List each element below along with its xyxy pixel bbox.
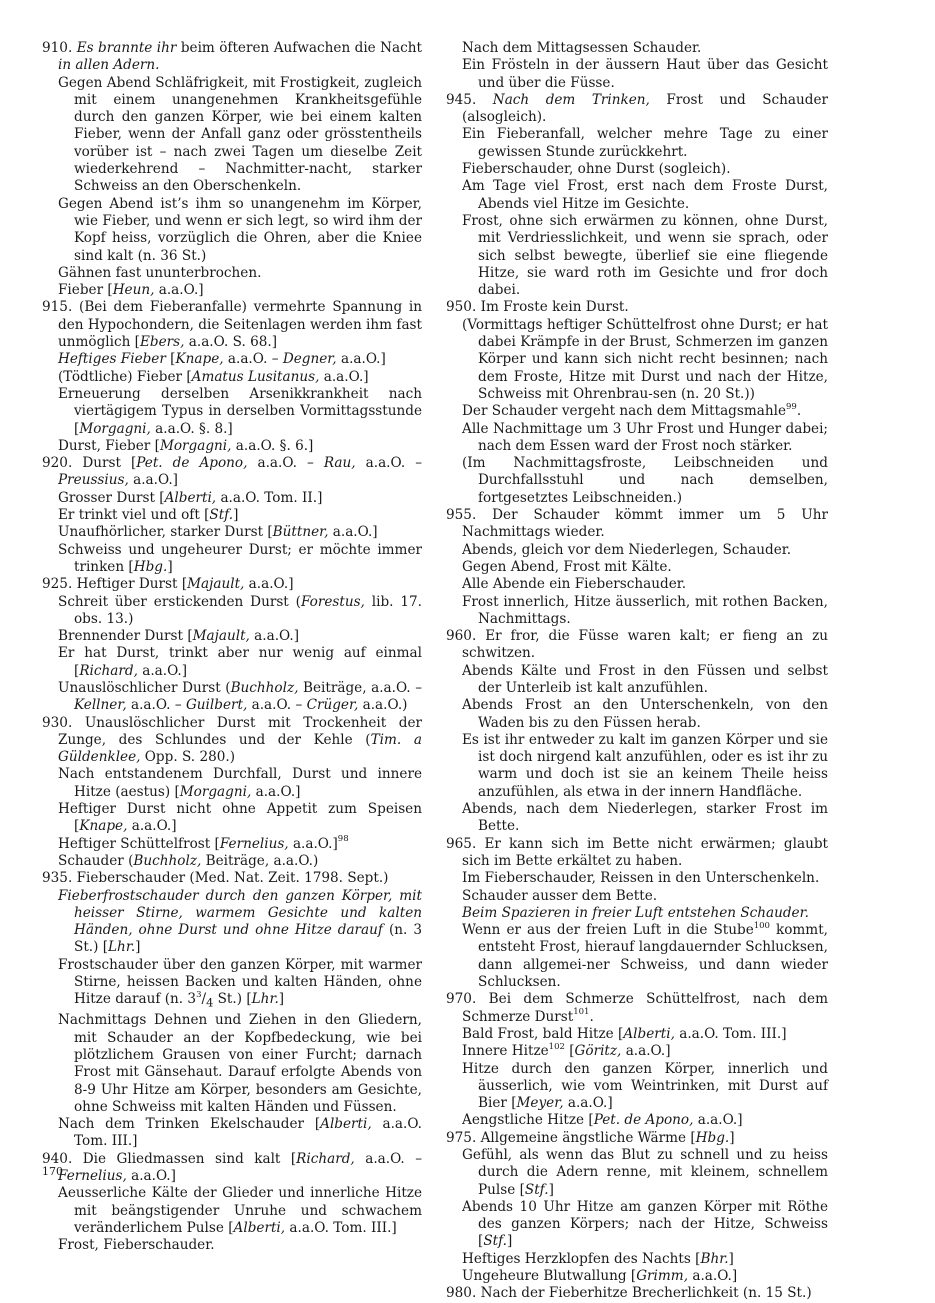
entry-text: a.a.O.]	[563, 1095, 613, 1112]
entry-text: Der Schauder vergeht nach dem Mittagsmahle	[462, 403, 786, 420]
entry-text: Gegen Abend ist’s ihm so unangenehm im Körper, wie Fieber, und wenn er sich legt, so wird ihm der Kopf heiss, vorzüglich die Ohren, aber die Kniee sind kalt (n. 36 St.)	[58, 195, 422, 264]
entry	[446, 178, 828, 213]
entry-text: Ungeheure Blutwallung [	[462, 1268, 637, 1285]
entry	[446, 888, 828, 905]
entry-text: a.a.O.]	[693, 1112, 743, 1129]
entry	[446, 317, 828, 403]
entry	[42, 490, 422, 507]
entry-text: Nach der Fieberhitze Brecherlichkeit (n. 15 St.)	[480, 1285, 812, 1302]
numbered-entry	[42, 870, 422, 887]
entry-text: (Tödtliche) Fieber [	[58, 368, 192, 385]
entry	[446, 801, 828, 836]
numbered-entry	[42, 576, 422, 593]
entry-text: Stf.	[524, 1181, 549, 1198]
entry-text: a.a.O.]	[251, 783, 301, 800]
entry-text: Majault,	[192, 628, 250, 645]
footnote-marker: 3	[196, 989, 202, 1000]
entry	[446, 1043, 828, 1060]
entry	[446, 559, 828, 576]
entry-text: a.a.O. Tom. III.]	[74, 1116, 422, 1150]
entry-text: Innere Hitze	[462, 1043, 549, 1060]
numbered-entry	[446, 507, 828, 542]
footnote-marker: 98	[337, 834, 349, 845]
numbered-entry	[446, 836, 828, 871]
entry	[42, 645, 422, 680]
entry-text: a.a.O.]	[328, 524, 378, 541]
entry	[42, 351, 422, 368]
entry-text: a.a.O.]	[244, 576, 294, 593]
entry	[42, 628, 422, 645]
entry	[446, 126, 828, 161]
entry-text: Im Fieberschauder, Reissen in den Unterschenkeln.	[462, 870, 820, 887]
entry-text: Büttner,	[272, 524, 329, 541]
entry-text: Abends 10 Uhr Hitze am ganzen Körper mit Röthe des ganzen Körpers; nach der Hitze, Schweiss [	[462, 1198, 828, 1250]
entry-text: Nach dem Trinken Ekelschauder [	[58, 1116, 321, 1133]
entry-text: a.a.O.]	[319, 368, 369, 385]
entry-text: Pet. de Apono,	[136, 455, 248, 472]
entry-text: Bei dem Schmerze Schüttelfrost, nach dem Schmerze Durst	[462, 991, 828, 1025]
entry-text: Preussius,	[58, 472, 129, 489]
entry	[446, 421, 828, 456]
entry-text: Unaufhörlicher, starker Durst [	[58, 524, 273, 541]
entry-text: Degner,	[282, 351, 337, 368]
entry-text: Alberti,	[164, 489, 217, 506]
entry-text: Am Tage viel Frost, erst nach dem Froste Durst, Abends viel Hitze im Gesichte.	[462, 178, 828, 212]
entry	[42, 524, 422, 541]
entry-text: ]	[278, 991, 285, 1008]
entry-number: 960.	[446, 628, 486, 645]
entry-number: 970.	[446, 991, 489, 1008]
entry-text: Im Froste kein Durst.	[480, 299, 629, 316]
entry-text: Heftiges Herzklopfen des Nachts [	[462, 1250, 701, 1267]
entry-text: ]	[167, 558, 173, 575]
entry	[446, 1199, 828, 1251]
entry-text: Abends, gleich vor dem Niederlegen, Schauder.	[462, 541, 792, 558]
entry	[446, 697, 828, 732]
entry-text: [	[165, 351, 176, 368]
footnote-marker: 100	[753, 920, 770, 931]
entry-text: Grosser Durst [	[58, 489, 165, 506]
entry	[42, 282, 422, 299]
footnote-marker: 99	[786, 401, 797, 412]
entry-text: (Vormittags heftiger Schüttelfrost ohne Durst; er hat dabei Krämpfe in der Brust, Schmerzen im ganzen Körper und kann sich nicht recht besinnen; nach dem Froste, Hitze mit Durst und nach der Hitze, Schweiss mit Ohrenbrau-sen (n. 20 St.))	[462, 316, 828, 402]
entry	[42, 801, 422, 836]
entry-text: (Im Nachmittagsfroste, Leibschneiden und Durchfallsstuhl und nach demselben, fortgesetztes Leibschneiden.)	[462, 455, 828, 506]
entry	[446, 1061, 828, 1113]
entry	[42, 386, 422, 438]
entry-number: 925.	[42, 576, 77, 593]
entry-text: a.a.O. –	[126, 697, 186, 714]
entry-text: Richard,	[296, 1150, 355, 1167]
entry-text: Gegen Abend Schläfrigkeit, mit Frostigkeit, zugleich mit einem unangenehmen Krankheitsgefühle durch den ganzen Körper, wie bei einem kalten Fieber, wenn der Anfall ganz oder grösstentheils vorüber ist – nach zwei Tagen um dieselbe Zeit wiederkehrend – Nachmitter-nacht, starker Schweiss an den Oberschenkeln.	[58, 74, 422, 195]
entry	[446, 542, 828, 559]
entry-text: a.a.O.]	[288, 835, 338, 852]
entry-text: Unauslöschlicher Durst mit Trockenheit der Zunge, des Schlundes und der Kehle (	[58, 714, 423, 748]
entry-text: Fieber [	[58, 282, 113, 299]
entry-text: Beiträge, a.a.O.)	[201, 852, 319, 869]
entry-text: Frostschauder über den ganzen Körper, mit warmer Stirne, heissen Backen und kalten Händen, ohne Hitze darauf (n. 3	[58, 956, 422, 1008]
entry	[42, 75, 422, 196]
entry-text: Bhr.	[700, 1250, 729, 1267]
numbered-entry	[446, 299, 828, 316]
entry-text: Abends Kälte und Frost in den Füssen und selbst der Unterleib ist kalt anzufühlen.	[462, 662, 828, 696]
entry-text: Buchholz,	[230, 679, 299, 696]
entry-text: ]	[506, 1233, 513, 1250]
entry-text: lib. 17. obs. 13.)	[74, 593, 422, 627]
entry	[446, 403, 828, 420]
entry-text: a.a.O. –	[355, 455, 423, 472]
entry-text: Morgagni,	[79, 420, 151, 437]
entry	[446, 1251, 828, 1268]
entry	[42, 1012, 422, 1116]
entry-text: ]	[233, 507, 239, 524]
entry-text: Er kann sich im Bette nicht erwärmen; glaubt sich im Bette erkältet zu haben.	[462, 835, 828, 869]
entry-text: a.a.O.]	[621, 1043, 671, 1060]
entry-text: Schauder (	[58, 852, 134, 869]
entry-number: 915.	[42, 299, 80, 316]
entry-text: Schweiss und ungeheurer Durst; er möchte immer trinken [	[58, 541, 422, 575]
entry-text: Göritz,	[574, 1043, 622, 1060]
entry-text: Lhr.	[108, 939, 136, 956]
entry	[42, 888, 422, 957]
entry	[446, 455, 828, 507]
entry-text: Fernelius,	[219, 835, 289, 852]
entry-text: .	[796, 403, 802, 420]
entry-text: a.a.O. –	[354, 1150, 422, 1167]
entry-text: Buchholz,	[133, 852, 202, 869]
entry	[42, 957, 422, 1013]
entry-text: a.a.O.]	[137, 662, 188, 679]
numbered-entry	[42, 299, 422, 351]
entry-text: Heun,	[112, 282, 155, 299]
entry-text: 4	[206, 996, 214, 1011]
footnote-marker: 101	[573, 1007, 590, 1018]
entry-text: Unauslöschlicher Durst (	[58, 679, 231, 696]
numbered-entry	[446, 991, 828, 1026]
entry-number: 920.	[42, 455, 83, 472]
entry-number: 980.	[446, 1285, 481, 1302]
entry-number: 945.	[446, 91, 493, 108]
entry-text: a.a.O. §. 8.]	[150, 420, 233, 437]
entry-text: a.a.O. Tom. III.]	[285, 1219, 397, 1236]
entry-number: 975.	[446, 1129, 481, 1146]
entry	[446, 1268, 828, 1285]
entry-text: Frost, ohne sich erwärmen zu können, ohne Durst, mit Verdriesslichkeit, und wenn sie sprach, oder sich selbst bewegte, überlief sie eine fliegende Hitze, sie ward roth im Gesichte und fror doch dabei.	[462, 212, 828, 299]
entry-text: Durst, Fieber [	[58, 437, 160, 454]
entry-text: Ein Fieberanfall, welcher mehre Tage zu einer gewissen Stunde zurückkehrt.	[462, 126, 828, 160]
footnote-marker: 102	[548, 1041, 565, 1052]
entry-text: a.a.O. S. 68.]	[184, 334, 278, 351]
entry-text: Morgagni,	[179, 783, 252, 800]
entry-text: Ebers,	[139, 334, 185, 351]
entry-text: Alle Nachmittage um 3 Uhr Frost und Hunger dabei; nach dem Essen ward der Frost noch stärker.	[462, 420, 828, 454]
entry	[446, 1147, 828, 1199]
entry-number: 930.	[42, 714, 85, 731]
entry-text: Fieberschauder (Med. Nat. Zeit. 1798. Sept.)	[76, 870, 389, 887]
entry	[446, 732, 828, 801]
entry	[42, 265, 422, 282]
entry-text: Nachmittags Dehnen und Ziehen in den Gliedern, mit Schauder an der Kopfbedeckung, wie bei plötzlichem Grausen von einer Furcht; darnach Frost mit Gänsehaut. Darauf erfolgte Abends von 8-9 Uhr Hitze am Körper, besonders am Gesichte, ohne Schweiss mit kalten Händen und Füssen.	[58, 1012, 422, 1115]
entry-text: Beim Spazieren in freier Luft entstehen Schauder.	[462, 904, 809, 921]
entry-text: Beiträge, a.a.O. –	[298, 679, 422, 696]
entry-number: 910.	[42, 40, 77, 56]
entry-text: Alberti,	[320, 1116, 372, 1133]
entry	[446, 40, 828, 57]
entry-text: Crüger,	[306, 697, 359, 714]
entry	[42, 836, 422, 853]
entry-text: Tim. a Güldenklee,	[58, 731, 422, 766]
entry-text: a.a.O. –	[223, 351, 283, 368]
entry	[42, 507, 422, 524]
entry-text: Pet. de Apono,	[593, 1112, 694, 1129]
entry-text: Die Gliedmassen sind kalt [	[82, 1150, 297, 1167]
entry	[42, 438, 422, 455]
numbered-entry	[446, 628, 828, 663]
entry-text: kommt, entsteht Frost, hierauf langdauernder Schlucksen, dann allgemei-ner Schweiss, und dann wieder Schlucksen.	[478, 922, 828, 991]
entry-text: Forestus,	[300, 593, 365, 610]
entry-text: Stf.	[209, 507, 234, 524]
entry-text: in allen Adern.	[58, 57, 160, 74]
numbered-entry	[446, 1130, 828, 1147]
right-column	[446, 40, 828, 1303]
entry-text: a.a.O. –	[247, 455, 324, 472]
entry-text: Guilbert,	[185, 697, 248, 714]
entry-text: Heftiges Fieber	[58, 351, 166, 368]
entry-text: a.a.O.]	[688, 1268, 738, 1285]
entry-text: Grimm,	[636, 1268, 689, 1285]
entry-text: Abends Frost an den Unterschenkeln, von den Waden bis zu den Füssen herab.	[462, 697, 828, 731]
entry-text: a.a.O.)	[358, 697, 408, 714]
entry	[446, 922, 828, 991]
entry-text: Alle Abende ein Fieberschauder.	[462, 576, 687, 593]
entry-text: Heftiger Durst [	[76, 576, 188, 593]
entry-number: 935.	[42, 870, 77, 887]
entry-text: Frost, Fieberschauder.	[58, 1237, 215, 1254]
entry-text: [	[564, 1043, 575, 1060]
entry-text: (Bei dem Fieberanfalle) vermehrte Spannung in den Hypochondern, die Seitenlagen werden ihm fast unmöglich [	[58, 299, 422, 351]
entry-text: Frost und Schauder (alsogleich).	[462, 91, 828, 126]
numbered-entry	[446, 92, 828, 127]
entry-text: Alberti,	[623, 1025, 675, 1042]
entry-text: Opp. S. 280.)	[140, 749, 236, 766]
entry-text: ]	[729, 1129, 735, 1146]
entry-text: Alberti,	[233, 1219, 286, 1236]
entry-text: Hbg.	[695, 1129, 730, 1146]
entry-text: Heftiger Schüttelfrost [	[58, 835, 220, 852]
entry-text: /	[201, 991, 207, 1008]
entry-text: a.a.O.]	[127, 818, 177, 835]
entry	[42, 766, 422, 801]
entry-text: a.a.O. Tom. III.]	[674, 1025, 787, 1042]
entry-text: Der Schauder kömmt immer um 5 Uhr Nachmittags wieder.	[462, 507, 828, 541]
entry-text: Es ist ihr entweder zu kalt im ganzen Körper und sie ist doch nirgend kalt anzufühlen, oder es ist ihr zu warm und doch ist sie an keinem Theile heiss anzufühlen, als etwa in der innern Handfläche.	[462, 731, 828, 800]
entry-text: Morgagni,	[159, 437, 232, 454]
entry	[42, 680, 422, 715]
entry	[42, 542, 422, 577]
entry	[42, 1116, 422, 1151]
entry-text: Gegen Abend, Frost mit Kälte.	[462, 558, 672, 575]
entry-text: Richard,	[79, 662, 138, 679]
entry-text: Lhr.	[251, 991, 279, 1008]
entry-number: 940.	[42, 1150, 83, 1167]
entry-text: Rau,	[323, 455, 356, 472]
entry-text: .	[589, 1008, 594, 1025]
entry-number: 950.	[446, 299, 481, 316]
entry-text: Stf.	[483, 1233, 507, 1250]
entry-text: Gefühl, als wenn das Blut zu schnell und zu heiss durch die Adern renne, mit kleinem, schnellem Pulse [	[462, 1147, 828, 1198]
entry-text: Fernelius,	[58, 1168, 127, 1185]
entry	[446, 594, 828, 629]
entry	[446, 905, 828, 922]
entry-text: ]	[135, 939, 141, 956]
entry-text: Knape,	[175, 351, 224, 368]
page-number: 170	[42, 1165, 63, 1178]
entry-text: Er fror, die Füsse waren kalt; er fieng an zu schwitzen.	[462, 628, 828, 662]
entry	[446, 1112, 828, 1129]
entry	[42, 369, 422, 386]
entry-text: Kellner,	[74, 697, 127, 714]
entry-text: Amatus Lusitanus,	[191, 368, 320, 385]
numbered-entry	[42, 455, 422, 490]
entry-text: Fieberfrostschauder durch den ganzen Körper, mit heisser Stirne, warmem Gesichte und kalten Händen, ohne Durst und ohne Hitze darauf	[58, 887, 422, 939]
entry-text: a.a.O.]	[336, 351, 386, 368]
entry-text: Hitze durch den ganzen Körper, innerlich und äusserlich, wie vom Weintrinken, mit Durst auf Bier [	[462, 1060, 828, 1112]
entry-text: ]	[548, 1181, 554, 1198]
entry-text: a.a.O. –	[247, 697, 307, 714]
entry-text: Allgemeine ängstliche Wärme [	[480, 1129, 696, 1146]
entry-text: Hbg.	[133, 558, 168, 575]
entry-text: Gähnen fast ununterbrochen.	[58, 264, 262, 281]
entry-text: Erneuerung derselben Arsenikkrankheit nach viertägigem Typus in derselben Vormittagsstunde [	[58, 385, 422, 437]
entry	[446, 1026, 828, 1043]
entry-text: Nach entstandenem Durchfall, Durst und innere Hitze (aestus) [	[58, 766, 422, 800]
entry-text: Schauder ausser dem Bette.	[462, 887, 658, 904]
numbered-entry	[446, 1285, 828, 1302]
entry-text: a.a.O.]	[249, 628, 300, 645]
entry	[42, 1237, 422, 1254]
entry-text: Es brannte ihr	[76, 40, 177, 56]
numbered-entry	[42, 715, 422, 767]
entry-text: Nach dem Trinken,	[492, 91, 650, 108]
entry-text: a.a.O.]	[126, 1168, 176, 1185]
entry-text: a.a.O.]	[128, 472, 178, 489]
entry	[446, 161, 828, 178]
entry-number: 965.	[446, 835, 485, 852]
entry-text: St.) [	[213, 991, 252, 1008]
entry-text: Wenn er aus der freien Luft in die Stube	[462, 922, 754, 939]
entry-text: Abends, nach dem Niederlegen, starker Frost im Bette.	[462, 801, 828, 835]
numbered-entry	[42, 40, 422, 75]
entry-text: Nach dem Mittagsessen Schauder.	[462, 40, 702, 56]
entry	[446, 870, 828, 887]
entry-text: Bald Frost, bald Hitze [	[462, 1025, 624, 1042]
entry-text: Durst [	[82, 455, 137, 472]
entry-text: Aeusserliche Kälte der Glieder und innerliche Hitze mit beängstigender Unruhe und schwachem veränderlichem Pulse [	[58, 1185, 422, 1236]
entry-text: Fieberschauder, ohne Durst (sogleich).	[462, 161, 731, 178]
entry-text: Knape,	[79, 818, 128, 835]
entry-text: Aengstliche Hitze [	[462, 1112, 594, 1129]
entry	[446, 663, 828, 698]
entry-text: Ein Frösteln in der äussern Haut über das Gesicht und über die Füsse.	[462, 57, 828, 91]
entry-text: Schreit über erstickenden Durst (	[58, 593, 301, 610]
entry-text: Frost innerlich, Hitze äusserlich, mit rothen Backen, Nachmittags.	[462, 593, 828, 627]
entry-number: 955.	[446, 507, 493, 524]
entry-text: a.a.O.]	[154, 282, 204, 299]
entry-text: beim öfteren Aufwachen die Nacht	[176, 40, 422, 56]
numbered-entry	[42, 1151, 422, 1186]
entry-text: Er trinkt viel und oft [	[58, 507, 210, 524]
entry-text: (n. 3 St.) [	[74, 922, 423, 956]
entry	[42, 853, 422, 870]
entry	[446, 213, 828, 299]
entry-text: Majault,	[187, 576, 245, 593]
entry-text: Er hat Durst, trinkt aber nur wenig auf einmal [	[58, 645, 422, 679]
entry-text: Brennender Durst [	[58, 628, 193, 645]
entry	[42, 196, 422, 265]
entry-text: a.a.O. §. 6.]	[231, 437, 314, 454]
entry	[446, 57, 828, 92]
entry-text: ]	[728, 1250, 734, 1267]
entry	[446, 576, 828, 593]
entry	[42, 594, 422, 629]
entry-text: Heftiger Durst nicht ohne Appetit zum Speisen [	[58, 801, 422, 835]
entry-text: Meyer,	[516, 1095, 564, 1112]
left-column	[42, 40, 422, 1255]
entry	[42, 1185, 422, 1237]
entry-text: a.a.O. Tom. II.]	[216, 489, 323, 506]
